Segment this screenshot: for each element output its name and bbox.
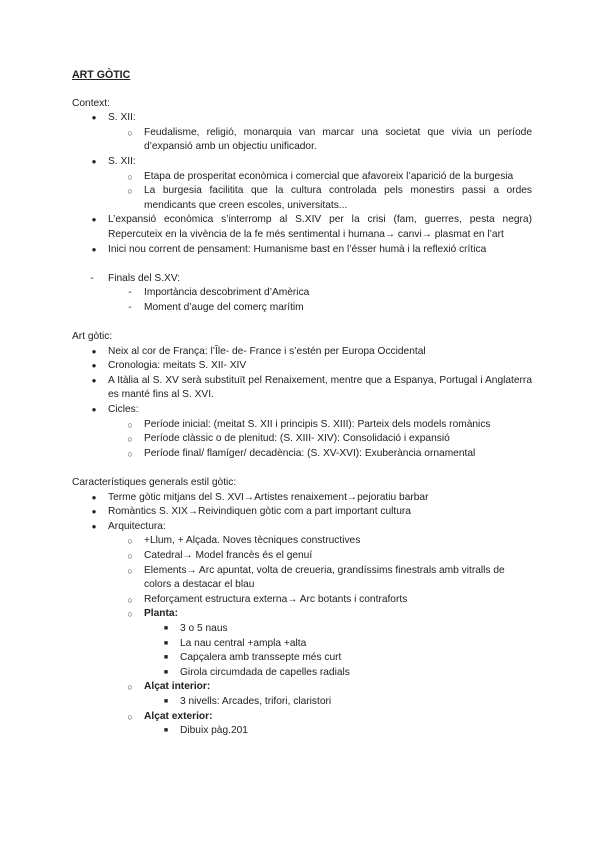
document-title: ART GÒTIC [72,69,131,81]
square-bullet-icon: ■ [163,624,169,632]
square-bullet-icon: ■ [163,727,169,735]
circle-bullet-icon: ○ [127,434,133,445]
bullet-icon: ● [91,492,97,502]
list-item: ○ Període clàssic o de plenitud: (S. XIII- XIV): Consolidació i expansió [72,432,532,447]
square-bullet-icon: ■ [163,639,169,647]
circle-bullet-icon: ○ [127,536,133,547]
list-item: ● L’expansió econòmica s’interromp al S.XIV per la crisi (fam, guerres, pesta negra) Repercuteix en la vivència de la fe més sentimental i humana→ canvi→ plasmat en l’art [72,213,532,242]
bullet-icon: ● [91,156,97,166]
bullet-icon: ● [91,215,97,225]
list-item: ○ Catedral→ Model francès és el genuí [72,549,532,564]
bullet-icon: ● [91,405,97,415]
dash-icon: - [90,272,94,284]
list-item: ○ Feudalisme, religió, monarquia van marcar una societat que vivia un període d’expansió amb un objectiu unificador. [72,126,532,155]
list-item: - Moment d’auge del comerç marítim [72,301,532,316]
bullet-icon: ● [91,113,97,123]
square-bullet-icon: ■ [163,654,169,662]
circle-bullet-icon: ○ [127,711,133,722]
bullet-icon: ● [91,521,97,531]
bullet-icon: ● [91,346,97,356]
circle-bullet-icon: ○ [127,419,133,430]
list-item: ● Romàntics S. XIX→Reivindiquen gòtic com a part important cultura [72,505,532,520]
list-item: ○ La burgesia facilitita que la cultura controlada pels monestirs passi a ordes mendicants que creen escoles, universitats... [72,184,532,213]
document-page [72,68,532,739]
list-item: ○ Període final/ flamíger/ decadència: (S. XV-XVI): Exuberància ornamental [72,447,532,462]
list-item: - Finals del S.XV: [72,272,532,287]
list-item: ○ Planta: [72,607,532,622]
circle-bullet-icon: ○ [127,565,133,576]
square-bullet-icon: ■ [163,697,169,705]
art-heading: Art gòtic: [72,331,113,343]
list-item: ● S. XII: [72,111,532,126]
list-item: ● Arquitectura: [72,520,532,535]
list-item: ● Cronologia: meitats S. XII- XIV [72,359,532,374]
list-item: ○ Alçat interior: [72,680,532,695]
bullet-icon: ● [91,361,97,371]
circle-bullet-icon: ○ [127,171,133,182]
art-section [72,330,532,461]
circle-bullet-icon: ○ [127,448,133,459]
list-item: ○ Període inicial: (meitat S. XII i principis S. XIII): Parteix dels models romànics [72,418,532,433]
list-item: ● Terme gòtic mitjans del S. XVI→Artistes renaixement→pejoratiu barbar [72,491,532,506]
list-item: - Importància descobriment d’Amèrica [72,286,532,301]
list-item: ○ Alçat exterior: [72,710,532,725]
list-item: ● Cicles: [72,403,532,418]
square-bullet-icon: ■ [163,668,169,676]
bullet-icon: ● [91,244,97,254]
circle-bullet-icon: ○ [127,609,133,620]
list-item: ■ Capçalera amb transsepte més curt [72,651,532,666]
bullet-icon: ● [91,507,97,517]
circle-bullet-icon: ○ [127,682,133,693]
circle-bullet-icon: ○ [127,186,133,197]
list-item: ■ 3 o 5 naus [72,622,532,637]
list-item: ■ Dibuix pàg.201 [72,724,532,739]
list-item: ○ Etapa de prosperitat econòmica i comercial que afavoreix l’aparició de la burgesia [72,170,532,185]
bullet-icon: ● [91,375,97,385]
list-item: ■ Girola circumdada de capelles radials [72,666,532,681]
context-section [72,97,532,316]
list-item: ● A Itàlia al S. XV serà substituït pel Renaixement, mentre que a Espanya, Portugal i Anglaterra es manté fins al S. XVI. [72,374,532,403]
dash-icon: - [128,301,132,313]
list-item: ○ +Llum, + Alçada. Noves tècniques constructives [72,534,532,549]
list-item: ○ Reforçament estructura externa→ Arc botants i contraforts [72,593,532,608]
general-section [72,476,532,739]
general-heading: Característiques generals estil gòtic: [72,477,237,489]
dash-icon: - [128,287,132,299]
list-item: ○ Elements→ Arc apuntat, volta de creueria, grandíssims finestrals amb vitralls de colors a destacar el blau [72,564,532,593]
list-item: ● S. XII: [72,155,532,170]
circle-bullet-icon: ○ [127,594,133,605]
circle-bullet-icon: ○ [127,551,133,561]
list-item: ● Inici nou corrent de pensament: Humanisme bast en l’ésser humà i la reflexió crítica [72,243,532,258]
list-item: ● Neix al cor de França: l’Île- de- France i s’estén per Europa Occidental [72,345,532,360]
list-item: ■ 3 nivells: Arcades, trifori, claristori [72,695,532,710]
context-heading: Context: [72,97,110,109]
circle-bullet-icon: ○ [127,127,133,138]
list-item: ■ La nau central +ampla +alta [72,637,532,652]
